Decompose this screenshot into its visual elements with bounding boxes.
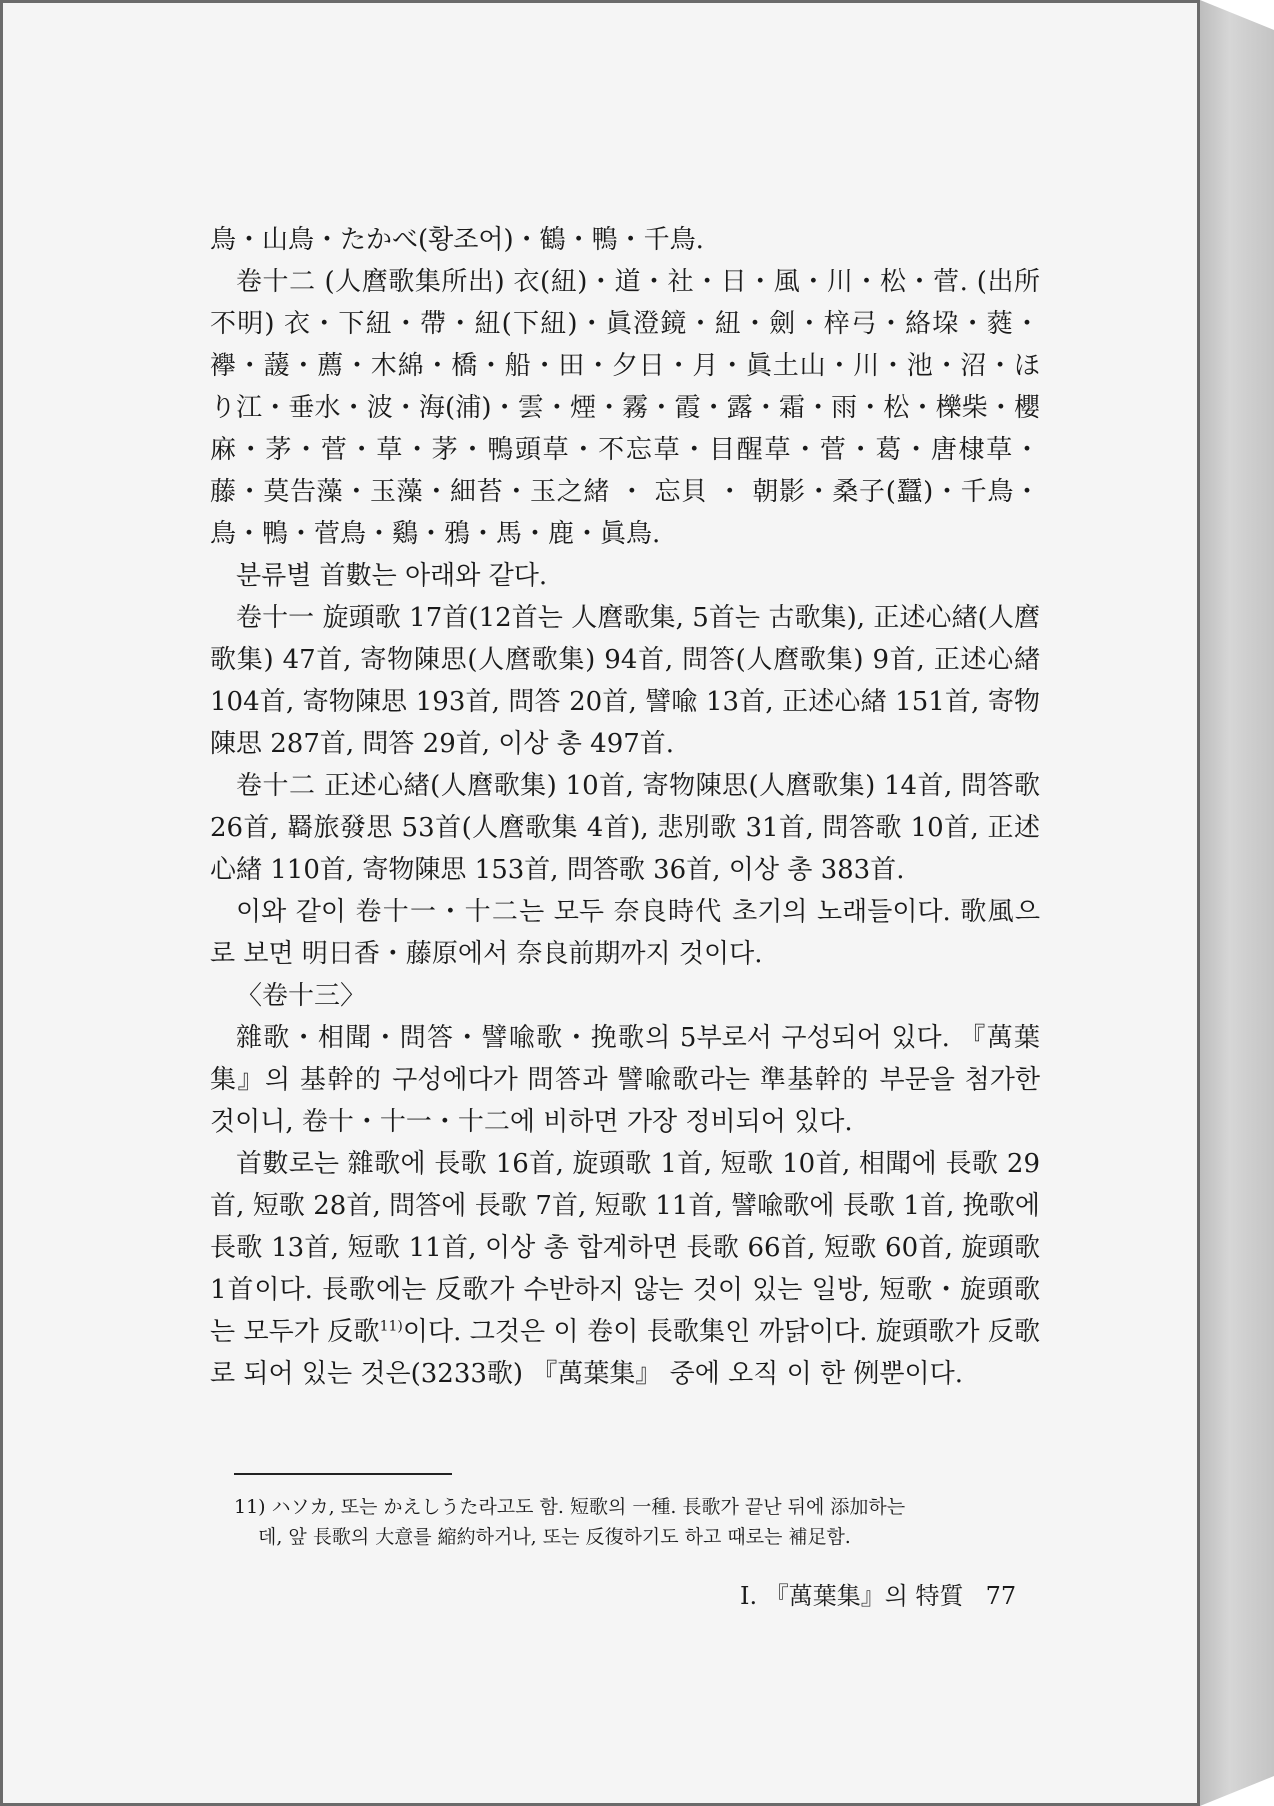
paragraph-text: 首數로는 雜歌에 長歌 16首, 旋頭歌 1首, 短歌 10首, 相聞에 長歌 29首, 短歌 28首, 問答에 長歌 7首, 短歌 11首, 譬喩歌에 長歌 1首, 挽歌에 長歌 13首, 短歌 11首, 이상 총 합계하면 長歌 66首, 短歌 60首, 旋頭歌 1首이다. 長歌에는 反歌가 수반하지 않는 것이 있는 일방, 短歌・旋頭歌는 모두가 反歌 bbox=[210, 1149, 1040, 1347]
body-paragraph bbox=[210, 1143, 1040, 1395]
paragraph-text: 이다. 그것은 이 卷이 長歌集인 까닭이다. 旋頭歌가 反歌로 되어 있는 것은(3233歌) 『萬葉集』 중에 오직 이 한 例뿐이다. bbox=[210, 1317, 1040, 1389]
body-paragraph: 卷十二 (人麿歌集所出) 衣(紐)・道・社・日・風・川・松・菅. (出所不明) 衣・下紐・帶・紐(下紐)・眞澄鏡・紐・劍・梓弓・絡垜・蕤・襷・蘐・薦・木綿・橋・船・田・夕日・月・眞土山・川・池・沼・ほり江・垂水・波・海(浦)・雲・煙・霧・霞・露・霜・雨・松・櫟柴・櫻麻・茅・菅・草・茅・鴨頭草・不忘草・目醒草・菅・葛・唐棣草・藤・莫告藻・玉藻・細苔・玉之緒 ・ 忘貝 ・ 朝影・桑子(蠶)・千鳥・鳥・鴨・菅鳥・鷄・鴉・馬・鹿・眞鳥. bbox=[210, 267, 1040, 549]
body-paragraph: 卷十二 正述心緖(人麿歌集) 10首, 寄物陳思(人麿歌集) 14首, 問答歌 26首, 羇旅發思 53首(人麿歌集 4首), 悲別歌 31首, 問答歌 10首, 正述心緖 110首, 寄物陳思 153首, 問答歌 36首, 이상 총 383首. bbox=[210, 771, 1040, 885]
footnote-line: 데, 앞 長歌의 大意를 縮約하거나, 또는 反復하기도 하고 때로는 補足함. bbox=[258, 1526, 851, 1548]
footnote-line: 11) ハソカ, 또는 かえしうた라고도 함. 短歌의 一種. 長歌가 끝난 뒤에 添加하는 bbox=[234, 1496, 906, 1518]
footnote-reference: 11) bbox=[379, 1318, 403, 1335]
section-heading: 〈卷十三〉 bbox=[236, 981, 367, 1011]
footnote-divider bbox=[234, 1473, 452, 1475]
page-number: 77 bbox=[985, 1582, 1017, 1610]
body-paragraph: 鳥・山鳥・たかべ(황조어)・鶴・鴨・千鳥. bbox=[210, 225, 704, 255]
body-paragraph: 이와 같이 卷十一・十二는 모두 奈良時代 초기의 노래들이다. 歌風으로 보면 明日香・藤原에서 奈良前期까지 것이다. bbox=[210, 897, 1040, 969]
footnote bbox=[234, 1492, 1040, 1552]
running-footer bbox=[740, 1580, 1040, 1612]
body-paragraph: 雜歌・相聞・問答・譬喩歌・挽歌의 5부로서 구성되어 있다. 『萬葉集』의 基幹的 구성에다가 問答과 譬喩歌라는 準基幹的 부문을 첨가한 것이니, 卷十・十一・十二에 비하면 가장 정비되어 있다. bbox=[210, 1023, 1040, 1137]
book-page-edge bbox=[1200, 0, 1274, 1806]
body-paragraph: 卷十一 旋頭歌 17首(12首는 人麿歌集, 5首는 古歌集), 正述心緖(人麿歌集) 47首, 寄物陳思(人麿歌集) 94首, 問答(人麿歌集) 9首, 正述心緖 104首, 寄物陳思 193首, 問答 20首, 譬喩 13首, 正述心緖 151首, 寄物陳思 287首, 問答 29首, 이상 총 497首. bbox=[210, 603, 1040, 759]
body-paragraph: 분류별 首數는 아래와 같다. bbox=[236, 561, 548, 591]
page-body bbox=[210, 219, 1040, 1395]
running-title: I. 『萬葉集』의 特質 bbox=[740, 1582, 964, 1610]
